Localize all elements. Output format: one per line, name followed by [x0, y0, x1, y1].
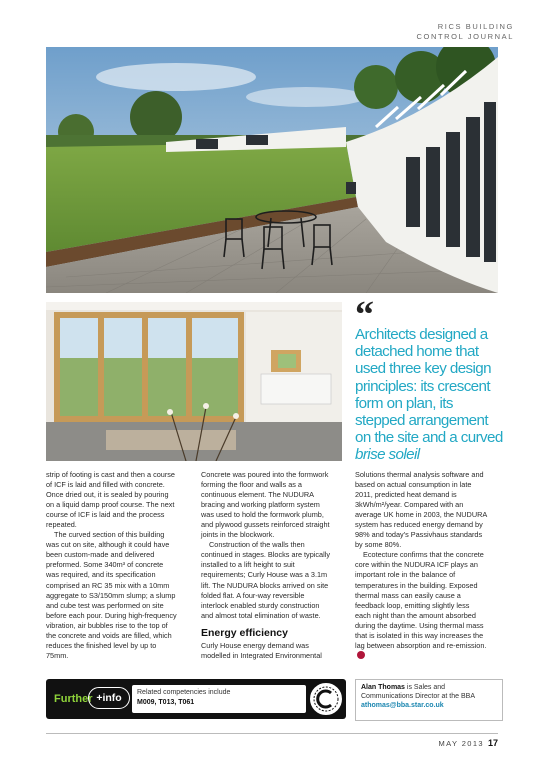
body-paragraph: Construction of the walls then continued in stages. Blocks are typically installed to a lift height to suit requirements; Curly House was a 3.1m lift. The NUDURA blocks arrived on site folded flat. A four-way reversible interlock enabled sturdy construction and almost total elimination of waste. — [201, 540, 330, 620]
journal-title-line2: CONTROL JOURNAL — [416, 32, 514, 41]
house-exterior-photo — [46, 47, 498, 293]
house-interior-photo — [46, 302, 342, 461]
author-name: Alan Thomas — [361, 684, 405, 691]
author-email-link[interactable]: athomas@bba.star.co.uk — [361, 702, 444, 710]
end-of-article-icon — [357, 651, 365, 659]
cpd-logo-icon — [307, 680, 345, 718]
further-info-label: Further — [54, 693, 93, 705]
body-paragraph: The curved section of this building was cut on site, although it could have been custom-made and delivered preformed. Some 340m³ of concrete was required, and its specification comprised an RC 35 mix with a 10mm aggregate to S3/150mm slump; a slump and cube test was performed on site before each pour. During high-frequency vibration, air bubbles rise to the top of the concrete and voids are filled, which reduces the finished level by up to 75mm. — [46, 530, 177, 660]
pull-quote-text: Architects designed a detached home that used three key design principles: its crescent form on plan, its stepped arrangement on the site and a curved — [355, 326, 503, 447]
body-paragraph — [355, 550, 487, 661]
author-role: is Sales and Communications Director at the BBA — [361, 684, 475, 701]
journal-title-line1: RICS BUILDING — [437, 22, 514, 31]
body-paragraph: Curly House energy demand was modelled in Integrated Environmental — [201, 640, 322, 660]
pull-quote — [355, 326, 503, 464]
body-paragraph: Solutions thermal analysis software and based on actual consumption in late 2011, predicted heat demand is 3kWh/m²/year. Compared with an average UK home in 2003, the NUDURA system has reduced energy demand by 98% and today's Passivhaus standards by some 80%. — [355, 470, 487, 550]
competency-codes: M009, T013, T061 — [137, 698, 195, 706]
quote-mark: “ — [355, 294, 374, 336]
body-column-1 — [46, 470, 178, 661]
section-subhead: Energy efficiency — [201, 626, 288, 639]
competencies-intro: Related competencies include — [137, 689, 231, 696]
journal-title — [417, 22, 514, 42]
body-paragraph: Concrete was poured into the formwork forming the floor and walls as a continuous element. The NUDURA bracing and working platform system was used to hold the formwork plumb, and plywood gussets reinforced straight joints in the blockwork. — [201, 470, 330, 540]
body-paragraph-text: Ecotecture confirms that the concrete core within the NUDURA ICF plays an important role in the balance of temperatures in the building. Exposed thermal mass can easily cause a feedback loop, emitting slightly less each night than the amount absorbed during the daytime. Using thermal mass that is isolated in this way increases the lag between absorption and re-emission. — [355, 550, 487, 650]
footer-divider — [46, 733, 498, 734]
body-paragraph: strip of footing is cast and then a course of ICF is laid and filled with concrete. Once dried out, it is sealed by pouring on a liquid damp proof course. The next course of ICF is laid and the process repeated. — [46, 470, 175, 530]
pull-quote-emphasis: brise soleil — [355, 446, 420, 464]
page-footer — [438, 738, 498, 748]
further-info-text — [137, 688, 230, 707]
issue-date: MAY 2013 — [438, 739, 484, 748]
further-info-plus-badge: +info — [88, 687, 130, 709]
body-column-3 — [355, 470, 487, 661]
page-number: 17 — [487, 738, 498, 748]
author-bio — [361, 683, 499, 711]
body-column-2 — [201, 470, 333, 661]
